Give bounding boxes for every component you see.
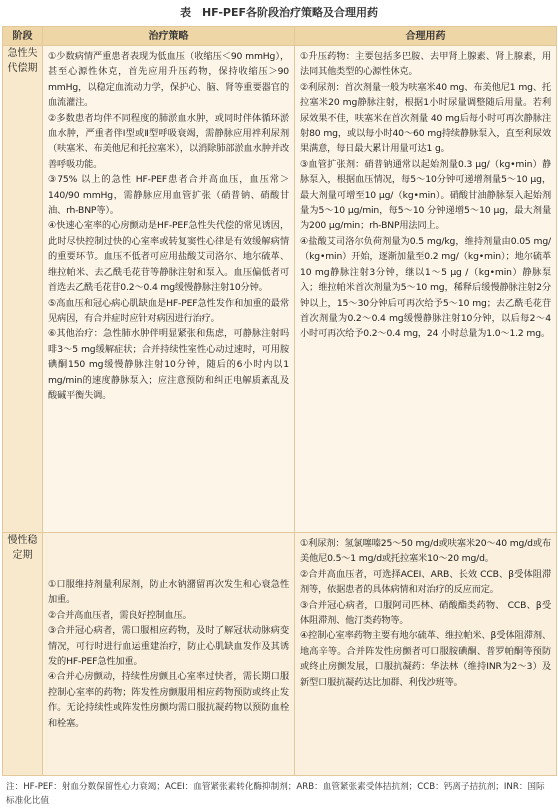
- acute-strategy-item: ②多数患者均伴不同程度的肺淤血水肿，或同时伴体循环淤血水肿，严重者伴Ⅰ型或Ⅱ型呼吸衰竭，需静脉应用袢利尿剂（呋塞米、布美他尼和托拉塞米），以消除肺部淤血水肿并改善呼吸功能。: [48, 112, 289, 170]
- acute-drug-item: ②利尿剂：首次剂量一般为呋塞米40 mg、布美他尼1 mg、托拉塞米20 mg静脉注射，根据1小时尿量调整随后用量。若利尿效果不佳，呋塞米在首次剂量 40 mg后每小时可再次静脉注射80 mg，或以每小时40～60 mg持续静脉泵入，直至利尿效果满意，每日最大累计用量可达1 g。: [300, 81, 551, 155]
- chronic-strategy-item: ①口服维持剂量利尿剂，防止水钠潴留再次发生和心衰急性加重。: [48, 578, 289, 606]
- chronic-drug-item: ③合并冠心病者，口服阿司匹林、硝酸酯类药物、 CCB、β受体阻滞剂、他汀类药物等。: [300, 599, 551, 627]
- acute-strategy-cell: [43, 46, 295, 533]
- treatment-table: [2, 26, 557, 776]
- table-row-chronic: [3, 533, 557, 776]
- chronic-strategy-item: ③合并冠心病者，需口服相应药物，及时了解冠状动脉病变情况，可行时进行血运重建治疗，防止心肌缺血发作及其诱发的HF-PEF急性加重。: [48, 625, 289, 667]
- chronic-drugs-cell: [295, 533, 557, 776]
- chronic-drug-item: ④控制心室率药物主要有地尔硫革、维拉帕米、β受体阻滞剂、地高辛等。合并阵发性房颤者可口服胺碘酮、普罗帕酮等预防或终止房颤发展，口服抗凝药：华法林（维持INR为2～3）及新型口服抗凝药达比加群、利伐沙班等。: [300, 630, 551, 688]
- stage-label-line: 定期: [12, 550, 33, 561]
- chronic-drug-item: ①利尿剂：氢氯噻嗪25～50 mg/d或呋塞米20～40 mg/d或布美他尼0.5～1 mg/d或托拉塞米10～20 mg/d。: [300, 538, 551, 565]
- stage-label-line: 代偿期: [7, 63, 38, 74]
- table-header-row: [3, 27, 557, 46]
- chronic-strategy-cell: [43, 533, 295, 776]
- acute-strategy-item: ③75% 以上的急性 HF-PEF患者合并高血压，血压常＞140/90 mmHg，需静脉应用血管扩张（硝普钠、硝酸甘油、rh-BNP等）。: [48, 174, 289, 217]
- stage-label-line: 急性失: [7, 48, 38, 59]
- acute-drug-item: ④盐酸艾司洛尔负荷剂量为0.5 mg/kg，维持剂量由0.05 mg/（kg•min）开始，逐渐加量至0.2 mg/（kg•min）；地尔硫革10 mg静脉注射3分钟，继以1～5 μg /（kg•min）静脉泵入；维拉帕米首次剂量为5～10 mg，稀释后缓慢静脉注射2分钟以上，15～30分钟后可再次给予5～10 mg；去乙酰毛花苷首次剂量为0.2～0.4 mg缓慢静脉注射10分钟，以后每2～4 小时可再次给予0.2～0.4 mg，24 小时总量为1.0～1.2 mg。: [300, 235, 551, 340]
- acute-strategy-item: ①少数病情严重患者表现为低血压（收缩压＜90 mmHg），甚至心源性休克，首先应用升压药物，保持收缩压＞90 mmHg，以稳定血流动力学，保护心、脑、肾等重要器官的血流灌注。: [48, 51, 289, 109]
- acute-drug-item: ①升压药物：主要包括多巴胺、去甲肾上腺素、肾上腺素，用法同其他类型的心源性休克。: [300, 51, 551, 78]
- acute-drugs-cell: [295, 46, 557, 533]
- header-stage: 阶段: [3, 27, 43, 46]
- chronic-drug-item: ②合并高血压者，可选择ACEI、ARB、长效 CCB、β受体阻滞剂等，依据患者的具体病情和对治疗的反应而定。: [300, 568, 551, 596]
- chronic-strategy-item: ②合并高血压者，需良好控制血压。: [48, 609, 192, 621]
- acute-drug-item: ③血管扩张剂：硝普钠通常以起始剂量0.3 μg/（kg•min）静脉泵入，根据血压情况，每5～10分钟可递增剂量5～10 μg，最大剂量可增至10 μg/（kg•min）。硝酸甘油静脉泵入起始剂量为5～10 μg/min，每5～10 分钟递增5～10 μg，最大剂量为200 μg/min；rh-BNP用法同上。: [300, 158, 551, 232]
- acute-strategy-item: ④快速心室率的心房颤动是HF-PEF急性失代偿的常见诱因，此时尽快控制过快的心室率或转复窦性心律是有效缓解病情的重要环节。血压不低者可应用盐酸艾司洛尔、地尔硫革、维拉帕米、去乙酰毛花苷等静脉注射和泵入。血压偏低者可首选去乙酰毛花苷0.2～0.4 mg缓慢静脉注射10分钟。: [48, 220, 289, 294]
- table-row-acute: [3, 46, 557, 533]
- stage-label-line: 慢性稳: [7, 535, 38, 546]
- table-title: 表 HF-PEF各阶段治疗策略及合理用药: [179, 6, 379, 19]
- acute-strategy-item: ⑤高血压和冠心病心肌缺血是HF-PEF急性发作和加重的最常见病因，有合并症时应针对病因进行治疗。: [48, 297, 289, 324]
- chronic-strategy-item: ④合并心房颤动，持续性房颤且心室率过快者，需长期口服控制心室率的药物；阵发性房颤服用相应药物预防或终止发作。无论持续性或阵发性房颤均需口服抗凝药物以预防血栓和栓塞。: [48, 671, 289, 729]
- stage-acute: [3, 46, 43, 533]
- header-strategy: 治疗策略: [43, 27, 295, 46]
- table-footnote: 注：HF-PEF：射血分数保留性心力衰竭；ACEI：血管紧张素转化酶抑制剂；ARB：血管紧张素受体拮抗剂；CCB：钙离子拮抗剂；INR：国际标准化比值: [6, 782, 545, 806]
- stage-chronic: [3, 533, 43, 776]
- header-drugs: 合理用药: [295, 27, 557, 46]
- acute-strategy-item: ⑥其他治疗：急性肺水肿伴明显紧张和焦虑，可静脉注射吗啡3～5 mg缓解症状；合并持续性室性心动过速时，可用胺碘酮150 mg缓慢静脉注射10分钟，随后的6小时内以1 mg/min的速度静脉泵入；应注意预防和纠正电解质紊乱及酸碱平衡失调。: [48, 328, 289, 401]
